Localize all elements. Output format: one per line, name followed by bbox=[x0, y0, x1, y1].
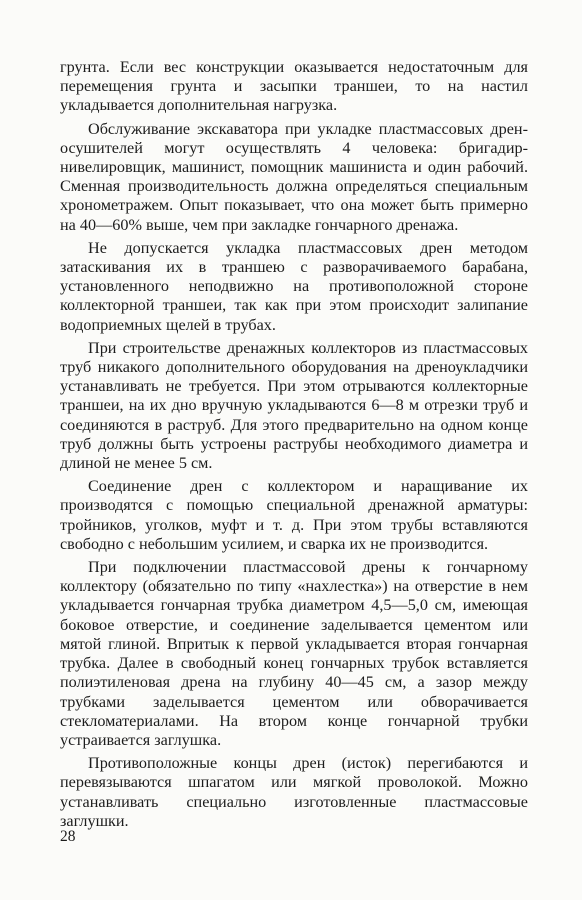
paragraph: Соединение дрен с коллектором и наращивание их производятся с помощью специальной дренажной арматуры: тройников, уголков, муфт и т. д. При этом трубы вставляются свободно с небольшим усилием, и сварка их не производится. bbox=[60, 477, 528, 553]
paragraph: Обслуживание экскаватора при укладке пластмассовых дрен-осушителей могут осуществлять 4 человека: бригадир-нивелировщик, машинист, помощник машиниста и один рабочий. Сменная производительность должна определяться специальным хронометражем. Опыт показывает, что она может быть примерно на 40—60% выше, чем при закладке гончарного дренажа. bbox=[60, 119, 528, 234]
paragraph: Противоположные концы дрен (исток) перегибаются и перевязываются шпагатом или мягкой проволокой. Можно устанавливать специально изготовленные пластмассовые заглушки. bbox=[60, 754, 528, 830]
page-number: 28 bbox=[60, 828, 76, 845]
paragraph: При строительстве дренажных коллекторов из пластмассовых труб никакого дополнительного оборудования на дреноукладчики устанавливать не требуется. При этом отрываются коллекторные траншеи, на их дно вручную укладываются 6—8 м отрезки труб и соединяются в раструб. Для этого предварительно на одном конце труб должны быть устроены раструбы необходимого диаметра и длиной не менее 5 см. bbox=[60, 338, 528, 473]
paragraph: грунта. Если вес конструкции оказывается недостаточным для перемещения грунта и засыпки траншеи, то на настил укладывается дополнительная нагрузка. bbox=[60, 58, 528, 115]
paragraph: При подключении пластмассовой дрены к гончарному коллектору (обязательно по типу «нахлестка») на отверстие в нем укладывается гончарная трубка диаметром 4,5—5,0 см, имеющая боковое отверстие, и соединение заделывается цементом или мятой глиной. Впритык к первой укладывается вторая гончарная трубка. Далее в свободный конец гончарных трубок вставляется полиэтиленовая дрена на глубину 40—45 см, а зазор между трубками заделывается цементом или обворачивается стекломатериалами. На втором конце гончарной трубки устраивается заглушка. bbox=[60, 558, 528, 749]
paragraph: Не допускается укладка пластмассовых дрен методом затаскивания их в траншею с разворачиваемого барабана, установленного неподвижно на противоположной стороне коллекторной траншеи, так как при этом происходит залипание водоприемных щелей в трубах. bbox=[60, 238, 528, 334]
body-text bbox=[60, 58, 528, 835]
